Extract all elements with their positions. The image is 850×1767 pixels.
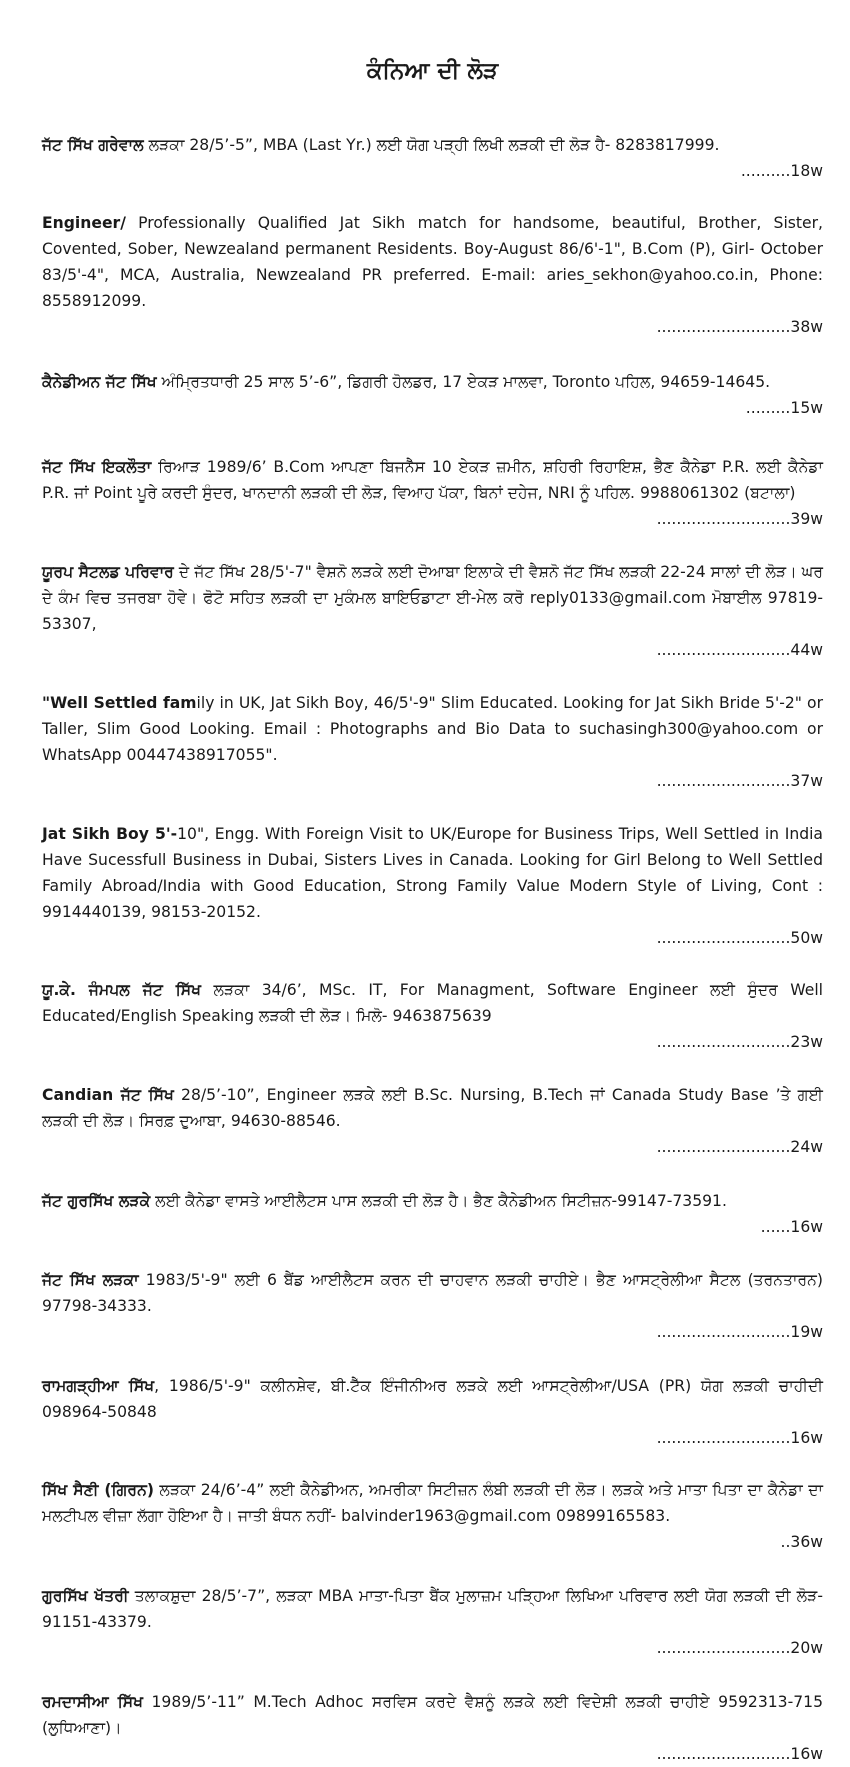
ad-entry — [42, 1583, 823, 1661]
ad-reference-code: ...........................16w — [656, 1429, 823, 1447]
ad-body: 10", Engg. With Foreign Visit to UK/Europe for Business Trips, Well Settled in India Have Sucessfull Business in Dubai, Sisters Lives in Canada. Looking for Girl Belong to Well Settled Family Abroad/India with Good Education, Strong Family Value Modern Style of Living, Cont : 9914440139, 98153-20152. — [42, 825, 823, 921]
ad-reference-code: ...........................44w — [656, 641, 823, 659]
ad-entry — [42, 1689, 823, 1767]
ad-text — [42, 690, 823, 768]
ad-body: ਲਈ ਕੈਨੇਡਾ ਵਾਸਤੇ ਆਈਲੈਟਸ ਪਾਸ ਲੜਕੀ ਦੀ ਲੋੜ ਹੈ। ਭੈਣ ਕੈਨੇਡੀਅਨ ਸਿਟੀਜ਼ਨ-99147-73591. — [150, 1192, 727, 1210]
ad-reference-code: ..36w — [780, 1533, 823, 1551]
ad-entry — [42, 369, 823, 421]
ad-entry — [42, 454, 823, 532]
ad-text — [42, 1373, 823, 1425]
ad-text — [42, 1689, 823, 1741]
ad-heading: Engineer/ — [42, 214, 126, 232]
ad-entry — [42, 1267, 823, 1345]
ad-reference-code: .........15w — [745, 399, 823, 417]
ad-entry — [42, 1477, 823, 1555]
ad-text — [42, 977, 823, 1029]
ad-heading: Candian ਜੱਟ ਸਿੱਖ — [42, 1086, 174, 1104]
ad-reference-code: ......16w — [760, 1218, 823, 1236]
ad-entry — [42, 210, 823, 340]
ad-body: , 1986/5'-9" ਕਲੀਨਸ਼ੇਵ, ਬੀ.ਟੈੱਕ ਇੰਜੀਨੀਅਰ ਲੜਕੇ ਲਈ ਆਸਟ੍ਰੇਲੀਆ/USA (PR) ਯੋਗ ਲੜਕੀ ਚਾਹੀਦੀ 098964-50848 — [42, 1377, 823, 1421]
ad-list — [42, 132, 823, 1767]
ad-heading: ਜੱਟ ਗੁਰਸਿੱਖ ਲੜਕੇ — [42, 1192, 151, 1210]
ad-reference-code: ...........................20w — [656, 1639, 823, 1657]
ad-body: ਤਲਾਕਸ਼ੁਦਾ 28/5’-7”, ਲੜਕਾ MBA ਮਾਤਾ-ਪਿਤਾ ਬੈਂਕ ਮੁਲਾਜ਼ਮ ਪੜ੍ਹਿਆ ਲਿਖਿਆ ਪਰਿਵਾਰ ਲਈ ਯੋਗ ਲੜਕੀ ਦੀ ਲੋੜ- 91151-43379. — [42, 1587, 823, 1631]
ad-reference-code: ...........................39w — [656, 510, 823, 528]
ad-heading: ਸਿੱਖ ਸੈਣੀ (ਗਿਰਨ) — [42, 1481, 154, 1499]
ad-entry — [42, 977, 823, 1055]
ad-body: ਅੰਮ੍ਰਿਤਧਾਰੀ 25 ਸਾਲ 5’-6”, ਡਿਗਰੀ ਹੋਲਡਰ, 17 ਏਕੜ ਮਾਲਵਾ, Toronto ਪਹਿਲ, 94659-14645. — [156, 373, 771, 391]
ad-entry — [42, 1188, 823, 1240]
page-title: ਕੰਨਿਆ ਦੀ ਲੋੜ — [366, 58, 499, 84]
ad-heading: ਜੱਟ ਸਿੱਖ ਇਕਲੌਤਾ — [42, 458, 152, 476]
ad-reference-code: ...........................24w — [656, 1138, 823, 1156]
ad-text — [42, 369, 823, 395]
ad-entry — [42, 559, 823, 663]
ad-text — [42, 1477, 823, 1529]
ad-heading: ਯੂ.ਕੇ. ਜੰਮਪਲ ਜੱਟ ਸਿੱਖ — [42, 981, 202, 999]
ad-heading: Jat Sikh Boy 5'- — [42, 825, 178, 843]
ad-reference-code: ..........18w — [740, 162, 823, 180]
ad-text — [42, 559, 823, 637]
ad-body: ily in UK, Jat Sikh Boy, 46/5'-9" Slim Educated. Looking for Jat Sikh Bride 5'-2" or Taller, Slim Good Looking. Email : Photographs and Bio Data to suchasingh300@yahoo.com or WhatsApp 00447438917055". — [42, 694, 824, 764]
ad-reference-code: ...........................23w — [656, 1033, 823, 1051]
ad-body: Professionally Qualified Jat Sikh match for handsome, beautiful, Brother, Sister, Covented, Sober, Newzealand permanent Residents. Boy-August 86/6'-1", B.Com (P), Girl- October 83/5'-4", MCA, Australia, Newzealand PR preferred. E-mail: aries_sekhon@yahoo.co.in, Phone: 8558912099. — [42, 214, 823, 310]
ad-text — [42, 1267, 823, 1319]
ad-heading: ਜੱਟ ਸਿੱਖ ਲੜਕਾ — [42, 1271, 139, 1289]
ad-body: ਦੇ ਜੱਟ ਸਿੱਖ 28/5'-7" ਵੈਸ਼ਨੋ ਲੜਕੇ ਲਈ ਦੋਆਬਾ ਇਲਾਕੇ ਦੀ ਵੈਸ਼ਨੋ ਜੱਟ ਸਿੱਖ ਲੜਕੀ 22-24 ਸਾਲਾਂ ਦੀ ਲੋੜ। ਘਰ ਦੇ ਕੰਮ ਵਿਚ ਤਜਰਬਾ ਹੋਵੇ। ਫੋਟੋ ਸਹਿਤ ਲੜਕੀ ਦਾ ਮੁਕੰਮਲ ਬਾਇਓਡਾਟਾ ਈ-ਮੇਲ ਕਰੋ reply0133@gmail.com ਮੋਬਾਈਲ 97819-53307, — [42, 563, 824, 633]
ad-reference-code: ...........................50w — [656, 929, 823, 947]
ad-heading: ਰਾਮਗੜ੍ਹੀਆ ਸਿੱਖ — [42, 1377, 155, 1395]
ad-heading: ਗੁਰਸਿੱਖ ਖੱਤਰੀ — [42, 1587, 129, 1605]
ad-body: ਲੜਕਾ 34/6’, MSc. IT, For Managment, Software Engineer ਲਈ ਸੁੰਦਰ Well Educated/English Speaking ਲੜਕੀ ਦੀ ਲੋੜ। ਮਿਲੋ- 9463875639 — [42, 981, 824, 1025]
ad-entry — [42, 132, 823, 184]
ad-text — [42, 1583, 823, 1635]
ad-reference-code: ...........................16w — [656, 1745, 823, 1763]
ad-entry — [42, 1082, 823, 1160]
ad-entry — [42, 1373, 823, 1451]
ad-reference-code: ...........................19w — [656, 1323, 823, 1341]
ad-text — [42, 210, 823, 314]
ad-body: 28/5’-10”, Engineer ਲੜਕੇ ਲਈ B.Sc. Nursing, B.Tech ਜਾਂ Canada Study Base ’ਤੇ ਗਈ ਲੜਕੀ ਦੀ ਲੋੜ। ਸਿਰਫ਼ ਦੁਆਬਾ, 94630-88546. — [42, 1086, 824, 1130]
ad-heading: "Well Settled fam — [42, 694, 197, 712]
ad-body: ਰਿਆੜ 1989/6’ B.Com ਆਪਣਾ ਬਿਜਨੈੱਸ 10 ਏਕੜ ਜ਼ਮੀਨ, ਸ਼ਹਿਰੀ ਰਿਹਾਇਸ਼, ਭੈਣ ਕੈਨੇਡਾ P.R. ਲਈ ਕੈਨੇਡਾ P.R. ਜਾਂ Point ਪੂਰੇ ਕਰਦੀ ਸੁੰਦਰ, ਖਾਨਦਾਨੀ ਲੜਕੀ ਦੀ ਲੋੜ, ਵਿਆਹ ਪੱਕਾ, ਬਿਨਾਂ ਦਹੇਜ, NRI ਨੂੰ ਪਹਿਲ. 9988061302 (ਬਟਾਲਾ) — [42, 458, 823, 502]
ad-body: 1989/5’-11” M.Tech Adhoc ਸਰਵਿਸ ਕਰਦੇ ਵੈਸ਼ਨੂੰ ਲੜਕੇ ਲਈ ਵਿਦੇਸ਼ੀ ਲੜਕੀ ਚਾਹੀਏ 9592313-715 (ਲੁਧਿਆਣਾ)। — [42, 1693, 823, 1737]
ad-text — [42, 132, 823, 158]
ad-body: ਲੜਕਾ 24/6’-4” ਲਈ ਕੈਨੇਡੀਅਨ, ਅਮਰੀਕਾ ਸਿਟੀਜ਼ਨ ਲੰਬੀ ਲੜਕੀ ਦੀ ਲੋੜ। ਲੜਕੇ ਅਤੇ ਮਾਤਾ ਪਿਤਾ ਦਾ ਕੈਨੇਡਾ ਦਾ ਮਲਟੀਪਲ ਵੀਜ਼ਾ ਲੱਗਾ ਹੋਇਆ ਹੈ। ਜਾਤੀ ਬੰਧਨ ਨਹੀਂ- balvinder1963@gmail.com 09899165583. — [42, 1481, 823, 1525]
ad-body: ਲੜਕਾ 28/5’-5”, MBA (Last Yr.) ਲਈ ਯੋਗ ਪੜ੍ਹੀ ਲਿਖੀ ਲੜਕੀ ਦੀ ਲੋੜ ਹੈ- 8283817999. — [143, 136, 720, 154]
ad-heading: ਕੈਨੇਡੀਅਨ ਜੱਟ ਸਿੱਖ — [42, 373, 157, 391]
ad-reference-code: ...........................38w — [656, 318, 823, 336]
ad-heading: ਰਮਦਾਸੀਆ ਸਿੱਖ — [42, 1693, 144, 1711]
ad-entry — [42, 821, 823, 951]
ad-body: 1983/5'-9" ਲਈ 6 ਬੈਂਡ ਆਈਲੈਟਸ ਕਰਨ ਦੀ ਚਾਹਵਾਨ ਲੜਕੀ ਚਾਹੀਏ। ਭੈਣ ਆਸਟ੍ਰੇਲੀਆ ਸੈਟਲ (ਤਰਨਤਾਰਨ) 97798-34333. — [42, 1271, 823, 1315]
ad-text — [42, 1082, 823, 1134]
ad-entry — [42, 690, 823, 794]
ad-text — [42, 1188, 823, 1214]
ad-reference-code: ...........................37w — [656, 772, 823, 790]
ad-heading: ਜੱਟ ਸਿੱਖ ਗਰੇਵਾਲ — [42, 136, 144, 154]
ad-heading: ਯੂਰਪ ਸੈਟਲਡ ਪਰਿਵਾਰ — [42, 563, 174, 581]
ad-text — [42, 821, 823, 925]
ad-text — [42, 454, 823, 506]
